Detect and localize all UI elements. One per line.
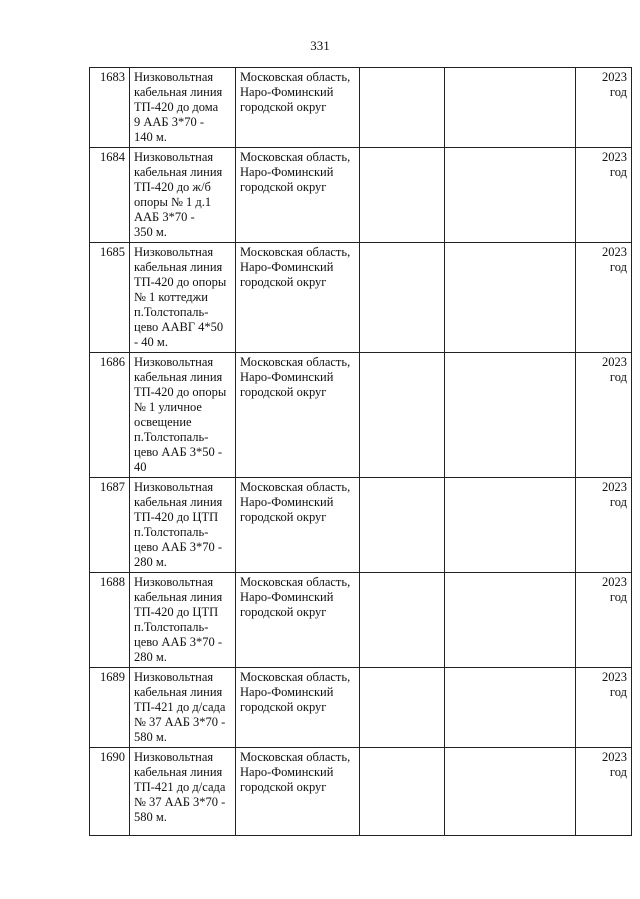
- year-cell: 2023 год: [576, 478, 632, 573]
- empty-cell: [445, 148, 576, 243]
- empty-cell: [445, 573, 576, 668]
- registry-table: [89, 67, 632, 836]
- table-row: [90, 243, 632, 353]
- empty-cell: [445, 68, 576, 148]
- object-location: Московская область, Наро-Фоминский городской округ: [236, 478, 360, 573]
- table-row: [90, 668, 632, 748]
- object-name: Низковольтная кабельная линия ТП-420 до дома 9 ААБ 3*70 - 140 м.: [130, 68, 236, 148]
- empty-cell: [360, 748, 445, 836]
- year-cell: 2023 год: [576, 573, 632, 668]
- year-cell: 2023 год: [576, 748, 632, 836]
- year-cell: 2023 год: [576, 353, 632, 478]
- empty-cell: [360, 243, 445, 353]
- row-number: 1689: [90, 668, 130, 748]
- row-number: 1684: [90, 148, 130, 243]
- page-number: 331: [310, 38, 330, 53]
- object-location: Московская область, Наро-Фоминский городской округ: [236, 748, 360, 836]
- row-number: 1690: [90, 748, 130, 836]
- empty-cell: [445, 243, 576, 353]
- empty-cell: [445, 748, 576, 836]
- table-row: [90, 68, 632, 148]
- object-name: Низковольтная кабельная линия ТП-420 до ЦТП п.Толстопаль- цево ААБ 3*70 - 280 м.: [130, 573, 236, 668]
- object-name: Низковольтная кабельная линия ТП-420 до ЦТП п.Толстопаль- цево ААБ 3*70 - 280 м.: [130, 478, 236, 573]
- table-row: [90, 573, 632, 668]
- object-name: Низковольтная кабельная линия ТП-421 до д/сада № 37 ААБ 3*70 - 580 м.: [130, 748, 236, 836]
- object-location: Московская область, Наро-Фоминский городской округ: [236, 668, 360, 748]
- object-name: Низковольтная кабельная линия ТП-420 до опоры № 1 коттеджи п.Толстопаль- цево ААВГ 4*50 - 40 м.: [130, 243, 236, 353]
- table-row: [90, 748, 632, 836]
- row-number: 1687: [90, 478, 130, 573]
- object-location: Московская область, Наро-Фоминский городской округ: [236, 148, 360, 243]
- object-name: Низковольтная кабельная линия ТП-420 до опоры № 1 уличное освещение п.Толстопаль- цево ААБ 3*50 - 40: [130, 353, 236, 478]
- object-location: Московская область, Наро-Фоминский городской округ: [236, 353, 360, 478]
- object-location: Московская область, Наро-Фоминский городской округ: [236, 68, 360, 148]
- year-cell: 2023 год: [576, 148, 632, 243]
- row-number: 1685: [90, 243, 130, 353]
- table-row: [90, 478, 632, 573]
- table-row: [90, 148, 632, 243]
- empty-cell: [360, 148, 445, 243]
- year-cell: 2023 год: [576, 68, 632, 148]
- empty-cell: [360, 68, 445, 148]
- empty-cell: [445, 353, 576, 478]
- object-name: Низковольтная кабельная линия ТП-421 до д/сада № 37 ААБ 3*70 - 580 м.: [130, 668, 236, 748]
- row-number: 1688: [90, 573, 130, 668]
- object-name: Низковольтная кабельная линия ТП-420 до ж/б опоры № 1 д.1 ААБ 3*70 - 350 м.: [130, 148, 236, 243]
- empty-cell: [445, 668, 576, 748]
- empty-cell: [445, 478, 576, 573]
- row-number: 1683: [90, 68, 130, 148]
- year-cell: 2023 год: [576, 668, 632, 748]
- year-cell: 2023 год: [576, 243, 632, 353]
- empty-cell: [360, 478, 445, 573]
- object-location: Московская область, Наро-Фоминский городской округ: [236, 243, 360, 353]
- row-number: 1686: [90, 353, 130, 478]
- empty-cell: [360, 668, 445, 748]
- object-location: Московская область, Наро-Фоминский городской округ: [236, 573, 360, 668]
- empty-cell: [360, 353, 445, 478]
- table-row: [90, 353, 632, 478]
- empty-cell: [360, 573, 445, 668]
